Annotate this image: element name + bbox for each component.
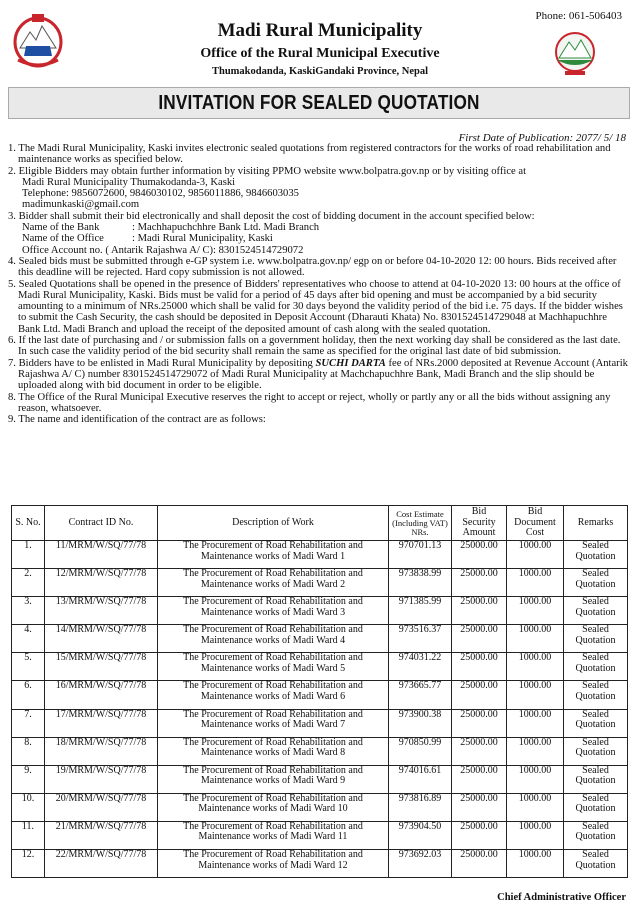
telephone-numbers: Telephone: 9856072600, 9846030102, 9856011886, 9846603035 xyxy=(22,188,299,200)
cell-sn xyxy=(12,597,45,625)
cell-description-line: The Procurement of Road Rehabilitation and xyxy=(183,764,363,776)
cell-document-cost xyxy=(507,541,564,569)
cell-description-line: The Procurement of Road Rehabilitation and xyxy=(183,792,363,804)
cell-sn xyxy=(12,625,45,653)
cell-document-cost-line: 1000.00 xyxy=(518,540,552,551)
cell-description-line: The Procurement of Road Rehabilitation and xyxy=(183,568,363,580)
cell-remarks-line: Sealed xyxy=(582,736,609,748)
cell-bid-security-line: 25000.00 xyxy=(460,568,498,580)
office-name-row xyxy=(8,233,630,244)
cell-document-cost xyxy=(507,737,564,765)
cell-bid-security xyxy=(452,541,507,569)
cell-remarks-line: Sealed xyxy=(582,764,609,776)
cell-bid-security xyxy=(452,821,507,849)
cell-remarks-line: Quotation xyxy=(575,803,616,815)
cell-bid-security xyxy=(452,709,507,737)
table-row xyxy=(12,821,628,849)
cell-remarks xyxy=(564,793,628,821)
col-header-sn: S. No. xyxy=(12,506,45,541)
cell-contract-id-line: 15/MRM/W/SQ/77/78 xyxy=(55,652,147,664)
cell-sn xyxy=(12,569,45,597)
cell-description xyxy=(158,597,389,625)
cell-cost-estimate-line: 973838.99 xyxy=(398,568,442,580)
cell-description-line: The Procurement of Road Rehabilitation and xyxy=(183,708,363,720)
cell-description-line: Maintenance works of Madi Ward 2 xyxy=(200,578,346,590)
cell-contract-id xyxy=(45,541,158,569)
cell-description xyxy=(158,541,389,569)
cell-remarks-line: Sealed xyxy=(582,680,609,692)
table-row xyxy=(12,681,628,709)
cell-description-line: The Procurement of Road Rehabilitation and xyxy=(183,820,363,832)
cell-contract-id xyxy=(45,821,158,849)
cell-sn xyxy=(12,821,45,849)
table-row xyxy=(12,709,628,737)
cell-bid-security xyxy=(452,765,507,793)
col-header-remarks: Remarks xyxy=(564,506,628,541)
cell-remarks-line: Sealed xyxy=(582,652,609,664)
table-row xyxy=(12,597,628,625)
cell-description-line: The Procurement of Road Rehabilitation and xyxy=(183,680,363,692)
cell-cost-estimate-line: 973665.77 xyxy=(398,680,442,692)
cell-cost-estimate xyxy=(389,681,452,709)
cell-cost-estimate-line: 973692.03 xyxy=(398,849,442,861)
cell-remarks-line: Sealed xyxy=(582,792,609,804)
cell-remarks-line: Quotation xyxy=(575,690,616,702)
cell-sn-line: 2. xyxy=(24,568,32,580)
cell-remarks-line: Sealed xyxy=(582,708,609,720)
cell-description-line: Maintenance works of Madi Ward 5 xyxy=(200,662,346,674)
item-7-text-start: 7. Bidders have to be enlisted in Madi Rural Municipality by depositing xyxy=(8,357,316,369)
cell-document-cost-line: 1000.00 xyxy=(518,792,552,804)
table-row xyxy=(12,765,628,793)
suchi-darta-label: SUCHI DARTA xyxy=(315,357,386,369)
page-title-banner xyxy=(8,87,630,119)
cell-remarks-line: Quotation xyxy=(575,578,616,590)
cell-remarks-line: Sealed xyxy=(582,540,609,551)
cell-cost-estimate xyxy=(389,793,452,821)
cell-remarks-line: Sealed xyxy=(582,596,609,608)
cell-bid-security xyxy=(452,850,507,878)
notice-item-5: 5. Sealed Quotations shall be opened in the presence of Bidders' representatives who choose to attend at 04-10-2020 13: 00 hours at the office of Madi Rural Municipality, Kaski. Bids must be valid for a period of 45 days after bid opening and must be accompanied by a bid security amounting to a minimum of NRs.25000 which shall be valid for 30 days beyond the validity period of the bid i.e. 75 days. If the bidder wishes to submit the Cash Security, the cash should be deposited in Deposit Account (Dharauti Khata) No. 8301524514729048 at Machhapuchhre Bank Ltd. Madi Branch and upload the receipt of the deposited amount of cash along with the sealed quotation. xyxy=(8,278,623,335)
cell-remarks-line: Quotation xyxy=(575,662,616,674)
cell-bid-security-line: 25000.00 xyxy=(460,792,498,804)
cell-sn-line: 11. xyxy=(21,820,35,832)
cell-bid-security-line: 25000.00 xyxy=(460,849,498,861)
cell-document-cost-line: 1000.00 xyxy=(518,568,552,580)
phone-number: Phone: 061-506403 xyxy=(535,10,622,22)
cell-contract-id-line: 16/MRM/W/SQ/77/78 xyxy=(55,680,147,692)
cell-cost-estimate xyxy=(389,821,452,849)
cell-document-cost xyxy=(507,709,564,737)
cell-bid-security-line: 25000.00 xyxy=(460,624,498,636)
cell-sn-line: 6. xyxy=(24,680,32,692)
cell-bid-security-line: 25000.00 xyxy=(460,540,498,551)
cell-remarks-line: Sealed xyxy=(582,820,609,832)
cell-contract-id xyxy=(45,737,158,765)
cell-document-cost xyxy=(507,653,564,681)
office-name: Office of the Rural Municipal Executive xyxy=(200,46,440,61)
cell-bid-security xyxy=(452,597,507,625)
cell-remarks-line: Sealed xyxy=(582,624,609,636)
notice-item-1: 1. The Madi Rural Municipality, Kaski invites electronic sealed quotations from registered contractors for the works of road rehabilitation and maintenance works as specified below. xyxy=(8,143,611,166)
cell-description xyxy=(158,625,389,653)
cell-document-cost xyxy=(507,569,564,597)
table-row xyxy=(12,653,628,681)
cell-document-cost-line: 1000.00 xyxy=(518,652,552,664)
cell-description-line: The Procurement of Road Rehabilitation and xyxy=(183,596,363,608)
cell-contract-id-line: 12/MRM/W/SQ/77/78 xyxy=(55,568,147,580)
notice-item-4: 4. Sealed bids must be submitted through e-GP system i.e. www.bolpatra.gov.np/ egp on or before 04-10-2020 12: 00 hours. Bids received after this deadline will be rejected. Hard copy submission is not allowed. xyxy=(8,255,617,279)
cell-remarks-line: Quotation xyxy=(575,634,616,646)
cell-sn-line: 9. xyxy=(24,764,32,776)
email-address: madimunkaski@gmail.com xyxy=(22,199,140,211)
cell-remarks xyxy=(564,850,628,878)
cell-bid-security-line: 25000.00 xyxy=(460,820,498,832)
table-row xyxy=(12,541,628,569)
cell-contract-id xyxy=(45,569,158,597)
col-header-document-cost: Bid Document Cost xyxy=(507,506,564,541)
cell-sn-line: 12. xyxy=(21,849,35,861)
cell-cost-estimate-line: 973816.89 xyxy=(398,792,442,804)
cell-remarks xyxy=(564,765,628,793)
cell-remarks xyxy=(564,653,628,681)
madi-municipality-logo-icon xyxy=(545,30,605,80)
cell-description-line: The Procurement of Road Rehabilitation and xyxy=(183,540,363,551)
table-row xyxy=(12,737,628,765)
cell-contract-id xyxy=(45,765,158,793)
cell-cost-estimate-line: 973516.37 xyxy=(398,624,442,636)
cell-cost-estimate xyxy=(389,765,452,793)
cell-cost-estimate xyxy=(389,709,452,737)
office-account: Office Account no. ( Antarik Rajashwa A/ C): 8301524514729072 xyxy=(22,244,304,256)
cell-contract-id xyxy=(45,653,158,681)
cell-bid-security xyxy=(452,793,507,821)
cell-document-cost xyxy=(507,821,564,849)
cell-cost-estimate xyxy=(389,850,452,878)
cell-cost-estimate xyxy=(389,569,452,597)
signatory-title: Chief Administrative Officer xyxy=(497,892,626,903)
cell-description xyxy=(158,709,389,737)
cell-contract-id-line: 19/MRM/W/SQ/77/78 xyxy=(55,764,147,776)
cell-description-line: Maintenance works of Madi Ward 7 xyxy=(200,719,346,731)
office-address: Thumakodanda, KaskiGandaki Province, Nepal xyxy=(212,66,428,77)
cell-remarks-line: Quotation xyxy=(575,775,616,787)
cell-sn xyxy=(12,653,45,681)
cell-cost-estimate xyxy=(389,625,452,653)
cell-document-cost-line: 1000.00 xyxy=(518,680,552,692)
office-name-value: : Madi Rural Municipality, Kaski xyxy=(132,233,273,245)
cell-bid-security xyxy=(452,681,507,709)
col-header-bid-security: Bid Security Amount xyxy=(452,506,507,541)
cell-sn xyxy=(12,850,45,878)
cell-sn-line: 3. xyxy=(24,596,32,608)
cell-remarks-line: Sealed xyxy=(582,568,609,580)
item-7-text-end: fee of NRs.2000 deposited at Revenue Account (Antarik Rajashwa A/ C) number 8301524514729072 of Madi Rural Municipality at Machchapuchhre Bank, Madi Branch and the slip should be uploaded along with bid document in order to be eligible. xyxy=(18,357,628,392)
cell-document-cost-line: 1000.00 xyxy=(518,764,552,776)
notice-item-2: 2. Eligible Bidders may obtain further information by visiting PPMO website www.bolpatra.gov.np or by visiting office at xyxy=(8,165,527,177)
cell-remarks xyxy=(564,737,628,765)
table-row xyxy=(12,850,628,878)
cell-description xyxy=(158,821,389,849)
cell-cost-estimate-line: 970850.99 xyxy=(398,736,442,748)
municipality-name: Madi Rural Municipality xyxy=(217,20,423,41)
cell-remarks xyxy=(564,569,628,597)
cell-description-line: Maintenance works of Madi Ward 11 xyxy=(198,831,348,843)
cell-sn xyxy=(12,793,45,821)
cell-bid-security-line: 25000.00 xyxy=(460,596,498,608)
cell-bid-security xyxy=(452,625,507,653)
cell-remarks xyxy=(564,681,628,709)
office-location: Madi Rural Municipality Thumakodanda-3, Kaski xyxy=(22,176,236,188)
cell-sn xyxy=(12,541,45,569)
cell-bid-security-line: 25000.00 xyxy=(460,708,498,720)
cell-description-line: The Procurement of Road Rehabilitation and xyxy=(183,736,363,748)
table-row xyxy=(12,793,628,821)
cell-remarks-line: Quotation xyxy=(575,831,616,843)
cell-description-line: Maintenance works of Madi Ward 10 xyxy=(198,803,348,815)
notice-body xyxy=(8,143,630,425)
notice-item-8: 8. The Office of the Rural Municipal Executive reserves the right to accept or reject, wholly or partly any or all the bids without assigning any reason, whatsoever. xyxy=(8,391,611,414)
cell-contract-id-line: 20/MRM/W/SQ/77/78 xyxy=(55,792,147,804)
cell-cost-estimate-line: 974016.61 xyxy=(398,764,442,776)
cell-description xyxy=(158,765,389,793)
table-header-row xyxy=(12,506,628,541)
cell-document-cost xyxy=(507,793,564,821)
cell-sn xyxy=(12,737,45,765)
cell-description xyxy=(158,850,389,878)
page-title: INVITATION FOR SEALED QUOTATION xyxy=(158,92,480,114)
cell-remarks-line: Quotation xyxy=(575,747,616,759)
cell-contract-id-line: 22/MRM/W/SQ/77/78 xyxy=(55,849,147,861)
cell-contract-id xyxy=(45,709,158,737)
cell-remarks-line: Quotation xyxy=(575,606,616,618)
cell-contract-id-line: 14/MRM/W/SQ/77/78 xyxy=(55,624,147,636)
cell-sn-line: 5. xyxy=(24,652,32,664)
office-name-label: Name of the Office xyxy=(22,233,104,245)
publication-date: First Date of Publication: 2077/ 5/ 18 xyxy=(458,132,626,144)
cell-cost-estimate-line: 971385.99 xyxy=(398,596,442,608)
cell-description-line: Maintenance works of Madi Ward 1 xyxy=(200,550,346,562)
table-row xyxy=(12,625,628,653)
notice-item-9: 9. The name and identification of the contract are as follows: xyxy=(8,414,266,426)
contracts-table xyxy=(11,505,628,878)
cell-description-line: Maintenance works of Madi Ward 8 xyxy=(200,747,346,759)
cell-remarks xyxy=(564,541,628,569)
cell-remarks xyxy=(564,709,628,737)
notice-item-3: 3. Bidder shall submit their bid electronically and shall deposit the cost of bidding document in the account specified below: xyxy=(8,210,535,222)
cell-document-cost xyxy=(507,597,564,625)
cell-description-line: Maintenance works of Madi Ward 9 xyxy=(200,775,346,787)
cell-description-line: Maintenance works of Madi Ward 4 xyxy=(200,634,346,646)
cell-document-cost-line: 1000.00 xyxy=(518,708,552,720)
cell-document-cost xyxy=(507,850,564,878)
cell-cost-estimate-line: 970701.13 xyxy=(398,540,442,551)
cell-bid-security-line: 25000.00 xyxy=(460,736,498,748)
cell-remarks-line: Sealed xyxy=(582,849,609,861)
cell-sn xyxy=(12,709,45,737)
cell-description-line: Maintenance works of Madi Ward 3 xyxy=(200,606,346,618)
cell-description xyxy=(158,793,389,821)
cell-remarks-line: Quotation xyxy=(575,859,616,871)
cell-bid-security xyxy=(452,569,507,597)
cell-contract-id-line: 13/MRM/W/SQ/77/78 xyxy=(55,596,147,608)
cell-cost-estimate-line: 973904.50 xyxy=(398,820,442,832)
cell-contract-id-line: 18/MRM/W/SQ/77/78 xyxy=(55,736,147,748)
cell-sn-line: 7. xyxy=(24,708,32,720)
cell-document-cost-line: 1000.00 xyxy=(518,849,552,861)
cell-cost-estimate xyxy=(389,737,452,765)
cell-cost-estimate xyxy=(389,653,452,681)
cell-sn-line: 8. xyxy=(24,736,32,748)
cell-sn-line: 4. xyxy=(24,624,32,636)
cell-description-line: Maintenance works of Madi Ward 6 xyxy=(200,690,346,702)
cell-remarks xyxy=(564,821,628,849)
cell-contract-id xyxy=(45,793,158,821)
cell-sn-line: 1. xyxy=(24,540,32,551)
cell-contract-id-line: 21/MRM/W/SQ/77/78 xyxy=(55,820,147,832)
cell-document-cost-line: 1000.00 xyxy=(518,736,552,748)
cell-cost-estimate xyxy=(389,541,452,569)
bank-name-label: Name of the Bank xyxy=(22,222,100,234)
cell-cost-estimate-line: 973900.38 xyxy=(398,708,442,720)
cell-description-line: The Procurement of Road Rehabilitation and xyxy=(183,849,363,861)
cell-description xyxy=(158,653,389,681)
cell-document-cost xyxy=(507,625,564,653)
cell-description-line: Maintenance works of Madi Ward 12 xyxy=(198,859,348,871)
cell-description xyxy=(158,737,389,765)
cell-document-cost xyxy=(507,765,564,793)
cell-cost-estimate-line: 974031.22 xyxy=(398,652,442,664)
cell-bid-security xyxy=(452,653,507,681)
contracts-table-body xyxy=(12,541,628,878)
cell-document-cost xyxy=(507,681,564,709)
cell-description-line: The Procurement of Road Rehabilitation and xyxy=(183,652,363,664)
cell-cost-estimate xyxy=(389,597,452,625)
cell-contract-id xyxy=(45,850,158,878)
cell-document-cost-line: 1000.00 xyxy=(518,624,552,636)
cell-description-line: The Procurement of Road Rehabilitation and xyxy=(183,624,363,636)
cell-description xyxy=(158,681,389,709)
cell-description xyxy=(158,569,389,597)
cell-bid-security xyxy=(452,737,507,765)
cell-remarks-line: Quotation xyxy=(575,550,616,562)
cell-bid-security-line: 25000.00 xyxy=(460,680,498,692)
cell-remarks xyxy=(564,625,628,653)
cell-document-cost-line: 1000.00 xyxy=(518,596,552,608)
letterhead xyxy=(0,0,640,90)
notice-item-7 xyxy=(8,358,630,392)
cell-contract-id xyxy=(45,681,158,709)
bank-name-value: : Machhapuchchhre Bank Ltd. Madi Branch xyxy=(132,222,320,234)
cell-remarks xyxy=(564,597,628,625)
cell-sn xyxy=(12,765,45,793)
cell-sn xyxy=(12,681,45,709)
col-header-description: Description of Work xyxy=(158,506,389,541)
notice-item-6: 6. If the last date of purchasing and / or submission falls on a government holiday, then the next working day shall be considered as the last date. In such case the validity period of the bid security shall remain the same as specified for the original last date of bid submission. xyxy=(8,335,621,358)
cell-contract-id xyxy=(45,597,158,625)
cell-document-cost-line: 1000.00 xyxy=(518,820,552,832)
col-header-contract-id: Contract ID No. xyxy=(45,506,158,541)
cell-sn-line: 10. xyxy=(21,792,35,804)
bank-name-row xyxy=(8,222,630,233)
cell-remarks-line: Quotation xyxy=(575,719,616,731)
cell-bid-security-line: 25000.00 xyxy=(460,764,498,776)
cell-contract-id-line: 11/MRM/W/SQ/77/78 xyxy=(55,540,147,551)
col-header-cost-estimate: Cost Estimate (Including VAT) NRs. xyxy=(389,506,452,541)
cell-contract-id xyxy=(45,625,158,653)
cell-contract-id-line: 17/MRM/W/SQ/77/78 xyxy=(55,708,147,720)
cell-bid-security-line: 25000.00 xyxy=(460,652,498,664)
table-row xyxy=(12,569,628,597)
